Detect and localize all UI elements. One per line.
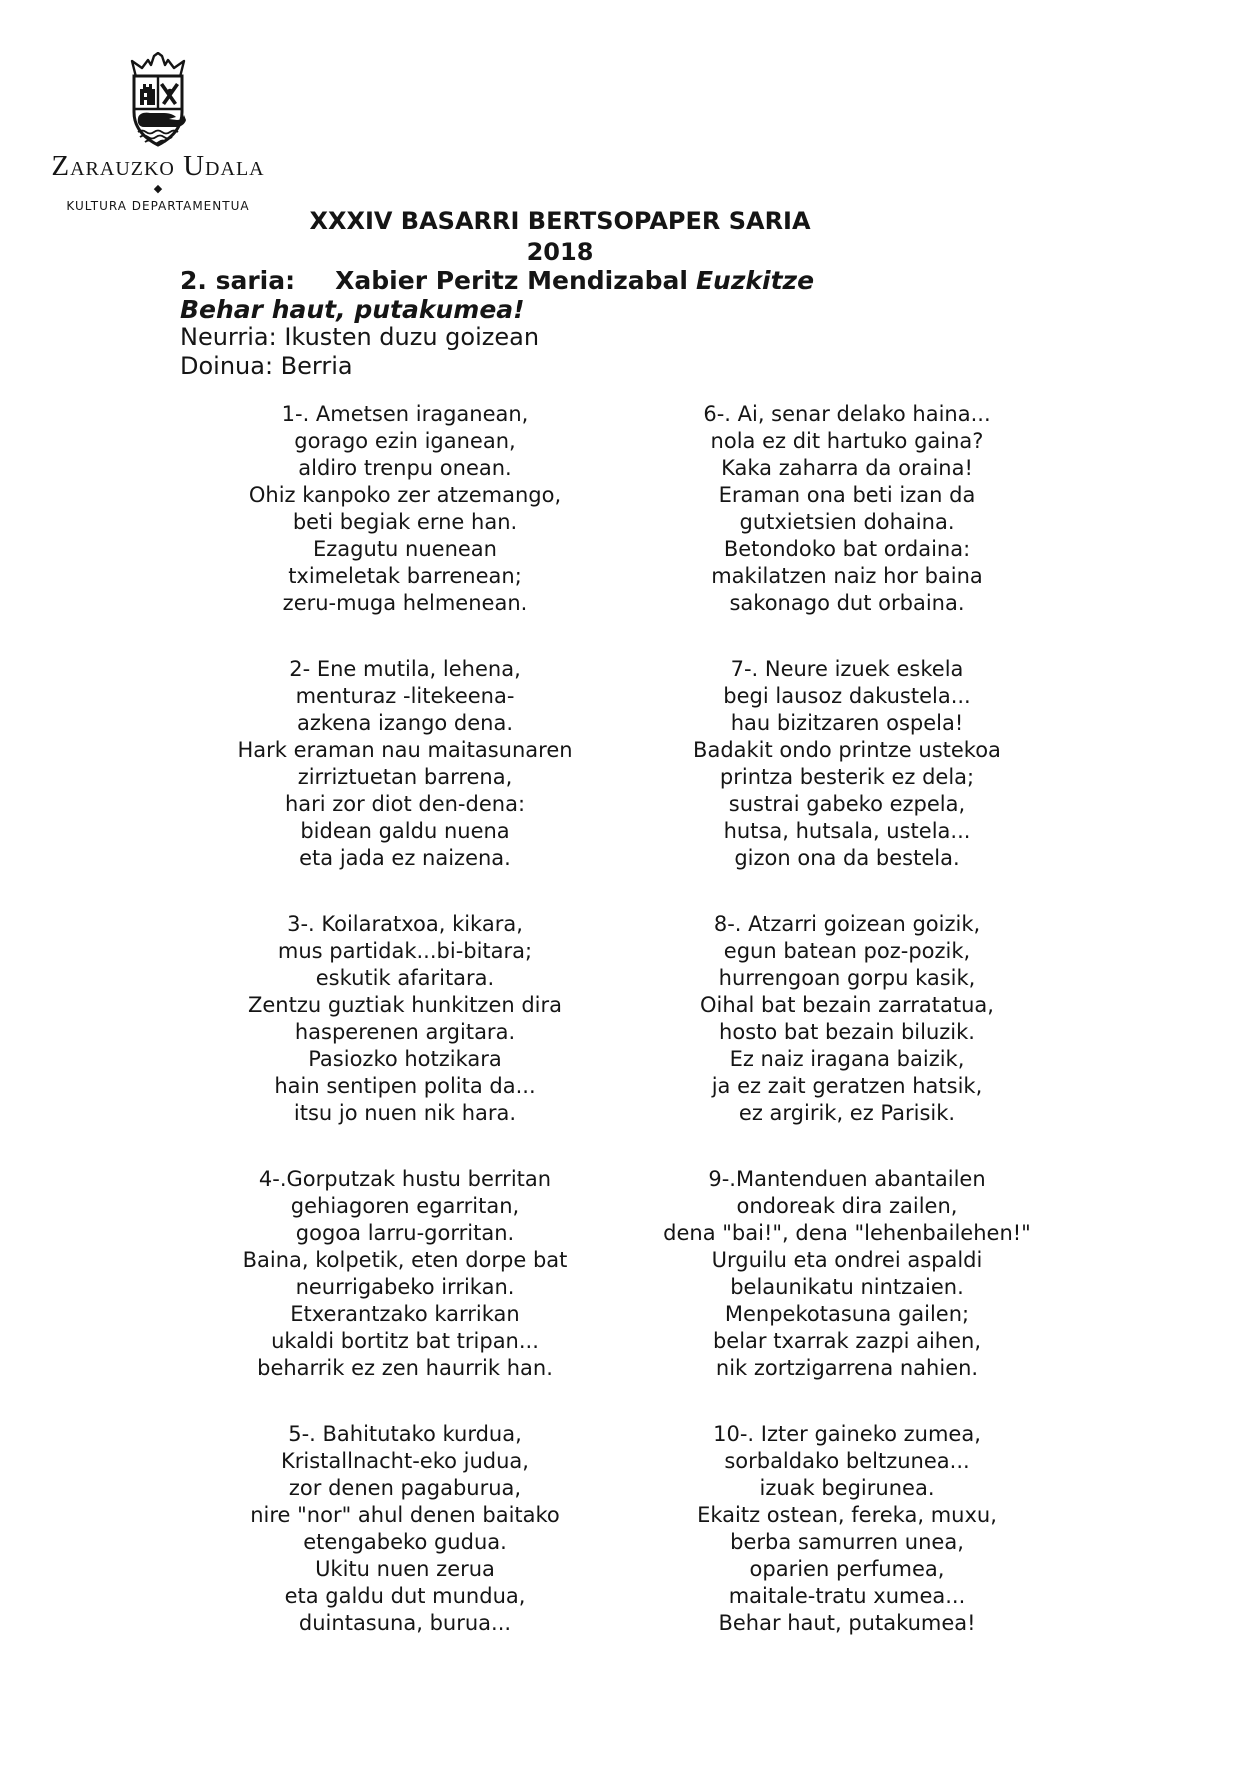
verse-line: beharrik ez zen haurrik han. <box>257 1356 553 1380</box>
verse-line: berba samurren unea, <box>730 1530 964 1554</box>
verse-line: Behar haut, putakumea! <box>718 1611 976 1635</box>
verse-line: Betondoko bat ordaina: <box>723 537 971 561</box>
verse-line: ukaldi bortitz bat tripan... <box>271 1329 539 1353</box>
verse-line: hurrengoan gorpu kasik, <box>718 966 976 990</box>
verse-line: sustrai gabeko ezpela, <box>728 792 966 816</box>
verse-line: Eraman ona beti izan da <box>718 483 976 507</box>
verse-line: hasperenen argitara. <box>294 1020 516 1044</box>
verse-line: nik zortzigarrena nahien. <box>715 1356 979 1380</box>
verse-line: hau bizitzaren ospela! <box>730 711 964 735</box>
verse-line: eta jada ez naizena. <box>299 846 511 870</box>
verse-line: Hark eraman nau maitasunaren <box>237 738 573 762</box>
verse-line: tximeletak barrenean; <box>288 564 522 588</box>
verse-line: menturaz -litekeena- <box>295 684 515 708</box>
verse-line: eta galdu dut mundua, <box>284 1584 526 1608</box>
verse-line: zirriztuetan barrena, <box>297 765 513 789</box>
verse-line: zeru-muga helmenean. <box>282 591 528 615</box>
verse-line: Pasiozko hotzikara <box>308 1047 502 1071</box>
verse-line: duintasuna, burua... <box>298 1611 512 1635</box>
verse-line: 8-. Atzarri goizean goizik, <box>713 912 981 936</box>
verse-line: 2- Ene mutila, lehena, <box>289 657 521 681</box>
verse-line: dena "bai!", dena "lehenbailehen!" <box>663 1221 1031 1245</box>
verse-10 <box>592 1421 1102 1637</box>
verse-8 <box>592 911 1102 1127</box>
verse-line: belar txarrak zazpi aihen, <box>712 1329 982 1353</box>
verse-line: neurrigabeko irrikan. <box>295 1275 515 1299</box>
logo <box>47 52 269 213</box>
verse-line: beti begiak erne han. <box>292 510 518 534</box>
diamond-icon: ◆ <box>153 182 163 195</box>
verse-line: Ukitu nuen zerua <box>315 1557 495 1581</box>
verse-line: Ohiz kanpoko zer atzemango, <box>248 483 562 507</box>
verse-line: hari zor diot den-dena: <box>284 792 526 816</box>
verse-line: belaunikatu nintzaien. <box>730 1275 964 1299</box>
verse-line: makilatzen naiz hor baina <box>711 564 983 588</box>
verse-line: Urguilu eta ondrei aspaldi <box>711 1248 983 1272</box>
verse-line: oparien perfumea, <box>749 1557 945 1581</box>
verse-line: Ez naiz iragana baizik, <box>729 1047 965 1071</box>
verse-line: etengabeko gudua. <box>303 1530 507 1554</box>
verse-line: 6-. Ai, senar delako haina... <box>703 402 991 426</box>
verse-line: hain sentipen polita da... <box>274 1074 536 1098</box>
verse-line: zor denen pagaburua, <box>288 1476 522 1500</box>
verse-line: 9-.Mantenduen abantailen <box>708 1167 986 1191</box>
verse-line: Kristallnacht-eko judua, <box>281 1449 529 1473</box>
verse-line: Menpekotasuna gailen; <box>724 1302 970 1326</box>
verse-line: nire "nor" ahul denen baitako <box>250 1503 560 1527</box>
author-alias: Euzkitze <box>695 266 815 295</box>
verse-5 <box>150 1421 660 1637</box>
verse-line: Etxerantzako karrikan <box>290 1302 520 1326</box>
verse-line: ja ez zait geratzen hatsik, <box>711 1074 983 1098</box>
verse-line: gorago ezin iganean, <box>294 429 516 453</box>
prize-line <box>180 266 814 296</box>
verse-line: Baina, kolpetik, eten dorpe bat <box>242 1248 568 1272</box>
verse-9 <box>592 1166 1102 1382</box>
prize-label: 2. saria: <box>180 266 296 295</box>
verse-line: maitale-tratu xumea... <box>728 1584 966 1608</box>
verse-line: sakonago dut orbaina. <box>729 591 965 615</box>
verse-line: 5-. Bahitutako kurdua, <box>288 1422 522 1446</box>
verse-1 <box>150 401 660 617</box>
verse-line: 3-. Koilaratxoa, kikara, <box>287 912 523 936</box>
verse-line: Ezagutu nuenean <box>313 537 497 561</box>
verse-line: itsu jo nuen nik hara. <box>293 1101 517 1125</box>
verse-line: Zentzu guztiak hunkitzen dira <box>247 993 563 1017</box>
coat-of-arms-icon <box>125 52 191 148</box>
meter-line: Neurria: Ikusten duzu goizean <box>180 323 540 351</box>
verse-line: 4-.Gorputzak hustu berritan <box>258 1167 552 1191</box>
verse-2 <box>150 656 660 872</box>
verse-line: hutsa, hutsala, ustela... <box>723 819 971 843</box>
verse-line: hosto bat bezain biluzik. <box>719 1020 975 1044</box>
verse-line: eskutik afaritara. <box>315 966 495 990</box>
document-year: 2018 <box>526 238 594 266</box>
verse-line: Badakit ondo printze ustekoa <box>693 738 1001 762</box>
department-name: KULTURA DEPARTAMENTUA <box>66 199 250 213</box>
verse-line: 10-. Izter gaineko zumea, <box>713 1422 981 1446</box>
author-name: Xabier Peritz Mendizabal <box>335 266 688 295</box>
verse-line: ez argirik, ez Parisik. <box>738 1101 956 1125</box>
verse-line: gizon ona da bestela. <box>734 846 960 870</box>
verse-line: bidean galdu nuena <box>300 819 510 843</box>
org-name: Zarauzko Udala <box>51 150 265 182</box>
verse-line: aldiro trenpu onean. <box>298 456 512 480</box>
verse-line: mus partidak...bi-bitara; <box>277 939 533 963</box>
verse-column-left <box>150 401 660 1676</box>
verse-line: printza besterik ez dela; <box>719 765 975 789</box>
verse-line: 7-. Neure izuek eskela <box>730 657 964 681</box>
work-title: Behar haut, putakumea! <box>180 295 525 324</box>
tune-line: Doinua: Berria <box>180 352 353 380</box>
verse-6 <box>592 401 1102 617</box>
verse-line: ondoreak dira zailen, <box>736 1194 958 1218</box>
verse-3 <box>150 911 660 1127</box>
verse-line: izuak begirunea. <box>759 1476 935 1500</box>
verse-line: 1-. Ametsen iraganean, <box>281 402 529 426</box>
verse-line: egun batean poz-pozik, <box>723 939 971 963</box>
verse-4 <box>150 1166 660 1382</box>
verse-column-right <box>592 401 1102 1676</box>
verse-line: gehiagoren egarritan, <box>290 1194 520 1218</box>
verse-line: Ekaitz ostean, fereka, muxu, <box>697 1503 997 1527</box>
verse-line: gogoa larru-gorritan. <box>295 1221 515 1245</box>
document-title: XXXIV BASARRI BERTSOPAPER SARIA <box>309 207 811 235</box>
verse-7 <box>592 656 1102 872</box>
verse-line: Oihal bat bezain zarratatua, <box>700 993 994 1017</box>
verse-line: nola ez dit hartuko gaina? <box>710 429 984 453</box>
verse-line: gutxietsien dohaina. <box>739 510 955 534</box>
verse-line: Kaka zaharra da oraina! <box>721 456 973 480</box>
verse-line: azkena izango dena. <box>296 711 514 735</box>
verse-line: sorbaldako beltzunea... <box>724 1449 970 1473</box>
verse-line: begi lausoz dakustela... <box>723 684 971 708</box>
